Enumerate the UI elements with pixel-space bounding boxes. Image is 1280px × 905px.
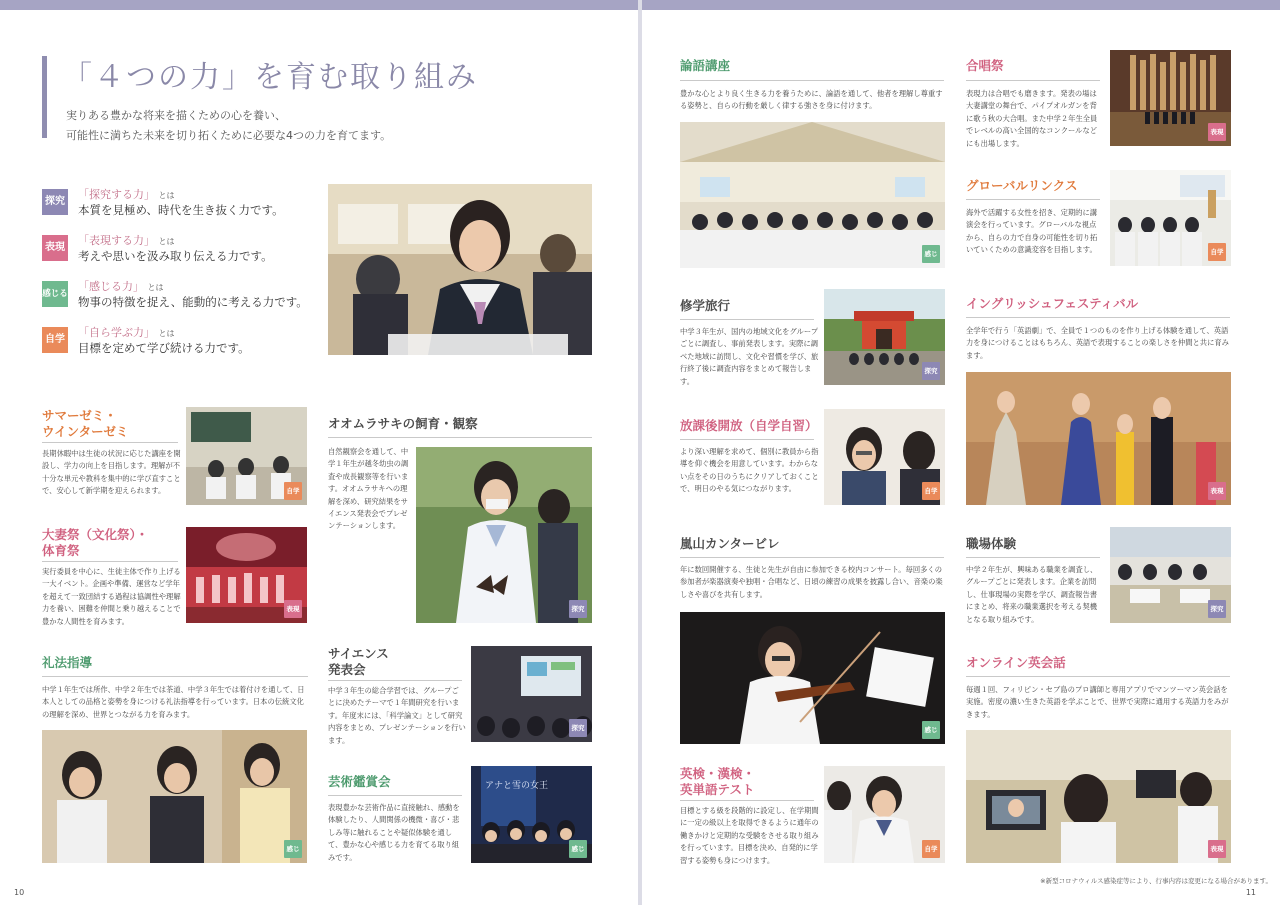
section-body-arashiyama: 年に数回開催する、生徒と先生が自由に参加できる校内コンサート。毎回多くの参加者が楽器演奏や独唱・合唱など、日頃の練習の成果を披露し合い、音楽の楽しさや喜びを共有します。	[680, 565, 943, 599]
hero-student-photo	[328, 184, 592, 355]
power-desc: 考えや思いを汲み取り伝える力です。	[78, 249, 273, 263]
section-body-global: 海外で活躍する女性を招き、定期的に講演会を行っています。グローバルな視点から、自らの力で自身の可能性を切り拓いていくための意識変容を目指します。	[966, 208, 1098, 255]
section-rule	[966, 80, 1100, 81]
section-rule	[42, 442, 178, 443]
photo-school-trip-shrine	[824, 289, 945, 385]
section-rule	[680, 319, 814, 320]
photo-exam-study	[824, 766, 945, 863]
tag-kanjiru: 感じる	[284, 840, 302, 858]
section-rule	[966, 317, 1230, 318]
top-band	[642, 0, 1280, 10]
right-page	[642, 0, 1280, 905]
photo-tea-ceremony	[42, 730, 307, 871]
badge-tankyu: 探究	[42, 189, 68, 215]
power-name-text: 「探究する力」	[78, 188, 155, 201]
tag-kanjiru: 感じる	[922, 245, 940, 263]
section-rule	[680, 800, 814, 801]
section-title-summer: サマーゼミ・ ウインターゼミ	[42, 408, 129, 439]
power-desc: 本質を見極め、時代を生き抜く力です。	[78, 203, 284, 217]
tag-tankyu: 探究	[1208, 600, 1226, 618]
section-rule	[42, 561, 178, 562]
tag-jigaku: 自学	[922, 482, 940, 500]
power-jigaku	[42, 324, 312, 364]
section-rule	[680, 439, 814, 440]
power-kanjiru	[42, 278, 312, 318]
badge-kanjiru: 感じる	[42, 281, 68, 307]
page-number-right: 11	[1245, 888, 1256, 897]
section-body-shokuba: 中学２年生が、興味ある職業を調査し、グループごとに発表します。企業を訪問し、仕事現場の実際を学び、調査報告書にまとめ、将来の職業選択を考える契機となる取り組みです。	[966, 565, 1098, 624]
section-body-science: 中学３年生の総合学習では、グループごとに決めたテーマで１年間研究を行います。年度末には、「科学論文」として研究内容をまとめ、プレゼンテーションを行います。	[328, 686, 466, 745]
tag-hyogen: 表現	[1208, 123, 1226, 141]
section-title-english: イングリッシュフェスティバル	[966, 296, 1139, 311]
section-body-summer: 長期休暇中は生徒の状況に応じた講座を開設し、学力の向上を目指します。理解が不十分な単元や教科を集中的に学び直すことで、安心して新学期を迎えられます。	[42, 449, 181, 496]
section-body-eiken: 目標とする級を段階的に設定し、在学期間に一定の級以上を取得できるように通年の働きかけと定期的な受験をさせる取り組みを行っています。目標を決め、自発的に学習する姿勢も身につけます。	[680, 806, 819, 865]
power-suffix: とは	[158, 237, 175, 246]
section-body-english: 全学年で行う「英語劇」で、全員で１つのものを作り上げる体験を通して、英語力を身につけることはもちろん、英語で表現することの楽しさを仲間と共に育みます。	[966, 326, 1229, 360]
section-rule	[966, 199, 1100, 200]
section-title-eiken: 英検・漢検・ 英単語テスト	[680, 766, 756, 797]
tag-jigaku: 自学	[284, 482, 302, 500]
tag-hyogen: 表現	[1208, 840, 1226, 858]
power-tankyu	[42, 186, 312, 226]
photo-butterfly-observation	[416, 447, 592, 623]
tag-jigaku: 自学	[1208, 243, 1226, 261]
tag-tankyu: 探究	[922, 362, 940, 380]
section-title-gassho: 合唱祭	[966, 58, 1004, 73]
section-body-raihou: 中学１年生では所作、中学２年生では茶道、中学３年生では着付けを通して、日本人としての品格と姿勢を身につける礼法指導を行っています。日本の伝統文化の理解を深め、世界とつながる力を育みます。	[42, 685, 305, 719]
badge-hyogen: 表現	[42, 235, 68, 261]
title-accent-bar	[42, 56, 47, 138]
power-suffix: とは	[147, 283, 164, 292]
tag-tankyu: 探究	[569, 600, 587, 618]
top-band	[0, 0, 638, 10]
section-rule	[680, 80, 944, 81]
photo-festival-dance	[186, 527, 307, 623]
section-body-online: 毎週１回、フィリピン・セブ島のプロ講師と専用アプリでマンツーマン英会話を実施。密度の濃い生きた英語を学ぶことで、世界で実際に通用する英語力をみがきます。	[966, 685, 1229, 719]
tag-kanjiru: 感じる	[569, 840, 587, 858]
section-title-geijutsu: 芸術鑑賞会	[328, 774, 391, 789]
power-name	[78, 324, 175, 340]
section-rule	[42, 676, 308, 677]
section-title-arashiyama: 嵐山カンタービレ	[680, 536, 780, 551]
power-name	[78, 232, 175, 248]
power-name-text: 「自ら学ぶ力」	[78, 326, 155, 339]
section-title-houkago: 放課後開放（自学自習）	[680, 418, 818, 433]
section-title-shokuba: 職場体験	[966, 536, 1017, 551]
section-title-online: オンライン英会話	[966, 655, 1066, 670]
photo-work-experience	[1110, 527, 1231, 623]
photo-science-presentation	[471, 646, 592, 742]
section-body-omurasaki: 自然観察会を通して、中学１年生が越冬幼虫の調査や成長観察等を行います。オオムラサキへの理解を深め、研究結果をサイエンス発表会でプレゼンテーションします。	[328, 447, 409, 531]
photo-english-drama	[966, 372, 1231, 505]
power-suffix: とは	[158, 191, 175, 200]
page-title: 「４つの力」を育む取り組み	[62, 60, 478, 95]
section-rule	[328, 437, 592, 438]
tag-kanjiru: 感じる	[922, 721, 940, 739]
tag-hyogen: 表現	[284, 600, 302, 618]
left-page	[0, 0, 638, 905]
tag-jigaku: 自学	[922, 840, 940, 858]
intro-line-2: 可能性に満ちた未来を切り拓くために必要な4つの力を育てます。	[66, 129, 392, 142]
photo-summer-seminar	[186, 407, 307, 505]
section-body-houkago: より深い理解を求めて、個別に教員から指導を仰ぐ機会を用意しています。わからない点をその日のうちにクリアしておくことで、明日のやる気につながります。	[680, 447, 819, 494]
photo-self-study	[824, 409, 945, 505]
tag-hyogen: 表現	[1208, 482, 1226, 500]
section-rule	[328, 680, 462, 681]
power-name	[78, 278, 164, 294]
photo-violin-concert	[680, 612, 945, 752]
section-rule	[966, 676, 1230, 677]
power-name-text: 「感じる力」	[78, 280, 144, 293]
section-title-science: サイエンス 発表会	[328, 646, 389, 677]
section-body-geijutsu: 表現豊かな芸術作品に直接触れ、感動を体験したり、人間関係の機微・喜び・悲しみ等に触れることや疑似体験を通して、豊かな心や感じる力を育てる取り組みです。	[328, 803, 460, 862]
power-name-text: 「表現する力」	[78, 234, 155, 247]
tag-tankyu: 探究	[569, 719, 587, 737]
footnote: ※新型コロナウィルス感染症等により、行事内容は変更になる場合があります。	[1040, 877, 1272, 885]
power-desc: 物事の特徴を捉え、能動的に考える力です。	[78, 295, 308, 309]
power-desc: 目標を定めて学び続ける力です。	[78, 341, 250, 355]
power-name	[78, 186, 175, 202]
section-body-ozuma: 実行委員を中心に、生徒主体で作り上げる一大イベント。企画や準備、運営など学年を超えて一致団結する過程は協調性や理解力を養い、困難を仲間と乗り越えることで豊かな人間性を育みます。	[42, 567, 181, 626]
section-rule	[328, 795, 462, 796]
badge-jigaku: 自学	[42, 327, 68, 353]
page-number-left: 10	[14, 888, 25, 897]
section-title-rongo: 論語講座	[680, 58, 731, 73]
section-rule	[680, 557, 944, 558]
photo-global-lecture	[1110, 170, 1231, 266]
section-title-shugaku: 修学旅行	[680, 298, 731, 313]
section-body-gassho: 表現力は合唱でも磨きます。発表の場は大妻講堂の舞台で、パイプオルガンを背に歌う秋の大合唱。また中学２年生全員でレベルの高い全国的なコンクールなどにも出場します。	[966, 89, 1098, 148]
section-title-raihou: 礼法指導	[42, 655, 93, 670]
photo-online-english	[966, 730, 1231, 863]
photo-chorus-organ	[1110, 50, 1231, 146]
section-title-ozuma: 大妻祭（文化祭）・ 体育祭	[42, 527, 149, 558]
photo-rongo-lecture-hall	[680, 122, 945, 276]
poster-text: アナと雪の女王	[485, 781, 549, 791]
intro-text	[66, 106, 391, 146]
power-suffix: とは	[158, 329, 175, 338]
section-title-omurasaki: オオムラサキの飼育・観察	[328, 416, 478, 431]
section-rule	[966, 557, 1100, 558]
photo-art-appreciation	[471, 766, 592, 871]
section-body-rongo: 豊かな心とより良く生きる力を養うために、論語を通して、他者を理解し尊重する姿勢と、自らの行動を厳しく律する強さを身に付けます。	[680, 89, 943, 111]
power-hyogen	[42, 232, 312, 272]
section-title-global: グローバルリンクス	[966, 178, 1078, 193]
intro-line-1: 実りある豊かな将来を描くための心を養い、	[66, 109, 286, 122]
section-body-shugaku: 中学３年生が、国内の地域文化をグループごとに調査し、事前発表します。実際に調べた地域に訪問し、文化や習慣を学び、旅行終了後に調査内容をまとめて報告します。	[680, 327, 819, 386]
